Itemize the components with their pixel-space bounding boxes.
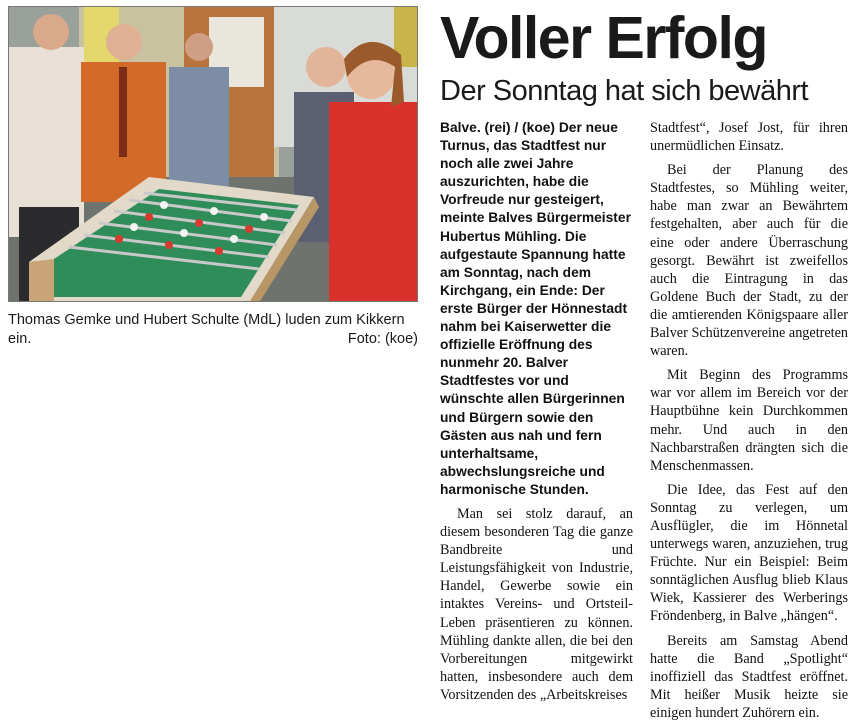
- body-paragraph: Mit Beginn des Programms war vor allem im Bereich vor der Hauptbühne kein Durchkommen mehr. Und auch in den Nachbarstraßen drängten sich die Menschenmassen.: [650, 367, 848, 474]
- caption-text: Thomas Gemke und Hubert Schulte (MdL) luden zum Kikkern ein.: [8, 312, 405, 347]
- column-1: [440, 119, 633, 499]
- body-paragraph: Stadtfest“, Josef Jost, für ihren unermüdlichen Einsatz.: [650, 120, 848, 155]
- column-1-body: [440, 505, 633, 704]
- body-paragraph: Bereits am Samstag Abend hatte die Band „Spotlight“ inoffiziell das Stadtfest eröffnet. Mit heißer Musik heizte sie einigen hundert Zuhörern ein.: [650, 632, 848, 721]
- body-paragraph: Man sei stolz darauf, an diesem besonderen Tag die ganze Bandbreite und Leistungsfähigkeit von Industrie, Handel, Gewerbe sowie ein intaktes Vereins- und Ortsteil-Leben präsentieren zu können. Mühling dankte allen, die bei den Vorbereitungen mitgewirkt hatten, insbesondere auch dem Vorsitzenden des „Arbeitskreises: [440, 506, 633, 703]
- lead-paragraph: Balve. (rei) / (koe) Der neue Turnus, das Stadtfest nur noch alle zwei Jahre auszurichten, habe die Vorfreude nur gesteigert, meinte Balves Bürgermeister Hubertus Mühling. Die aufgestaute Spannung hatte am Sonntag, nach dem Kirchgang, ein Ende: Der erste Bürger der Hönnestadt nahm bei Kaiserwetter die offizielle Eröffnung des nunmehr 20. Balver Stadtfestes vor und wünschte allen Bürgerinnen und Bürgern sowie den Gästen aus nah und fern unterhaltsame, abwechslungsreiche und harmonische Stunden.: [440, 120, 631, 497]
- photo-caption: [8, 311, 418, 349]
- subheadline: Der Sonntag hat sich bewährt: [440, 75, 809, 107]
- column-2: [650, 119, 848, 722]
- body-paragraph: Die Idee, das Fest auf den Sonntag zu verlegen, um Ausflügler, die im Hönnetal unterwegs waren, anzuziehen, trug Früchte. Nur ein Beispiel: Beim sonntäglichen Ausflug blieb Klaus Wiek, Kassierer des Werberings Fröndenberg, in Balve „hängen“.: [650, 481, 848, 625]
- body-paragraph: Bei der Planung des Stadtfestes, so Mühling weiter, habe man zwar an Bewährtem festgehalten, aber auch für die eine oder andere Überraschung gesorgt. Bewährt ist zweifellos auch die Eintragung in das Goldene Buch der Stadt, zu der die amtierenden Königspaare aller Balver Schützenvereine angetreten waren.: [650, 162, 848, 360]
- photo-foosball-icon: [9, 7, 418, 302]
- article-photo: [8, 6, 418, 302]
- photo-credit: Foto: (koe): [347, 331, 418, 347]
- headline: Voller Erfolg: [440, 5, 767, 71]
